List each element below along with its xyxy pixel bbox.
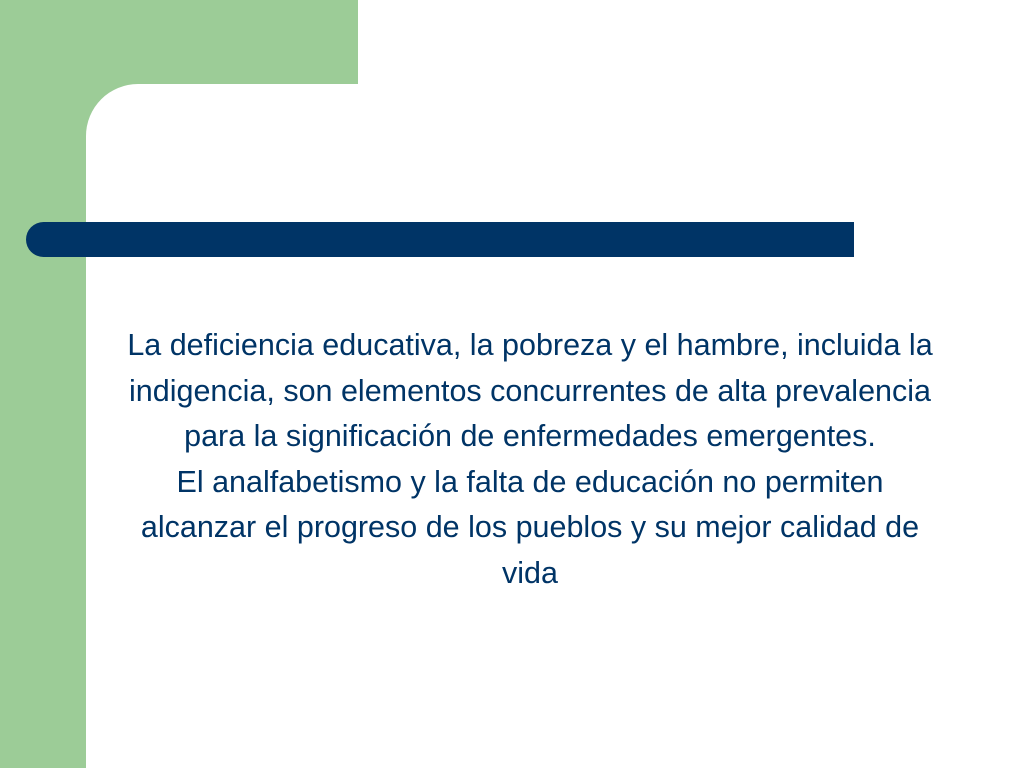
title-bar (26, 222, 854, 257)
body-paragraph-1: La deficiencia educativa, la pobreza y el hambre, incluida la indigencia, son elementos concurrentes de alta prevalencia para la significación de enfermedades emergentes. (127, 328, 933, 453)
body-paragraph-2: El analfabetismo y la falta de educación no permiten alcanzar el progreso de los pueblos y su mejor calidad de vida (140, 464, 920, 590)
body-text (120, 323, 940, 596)
